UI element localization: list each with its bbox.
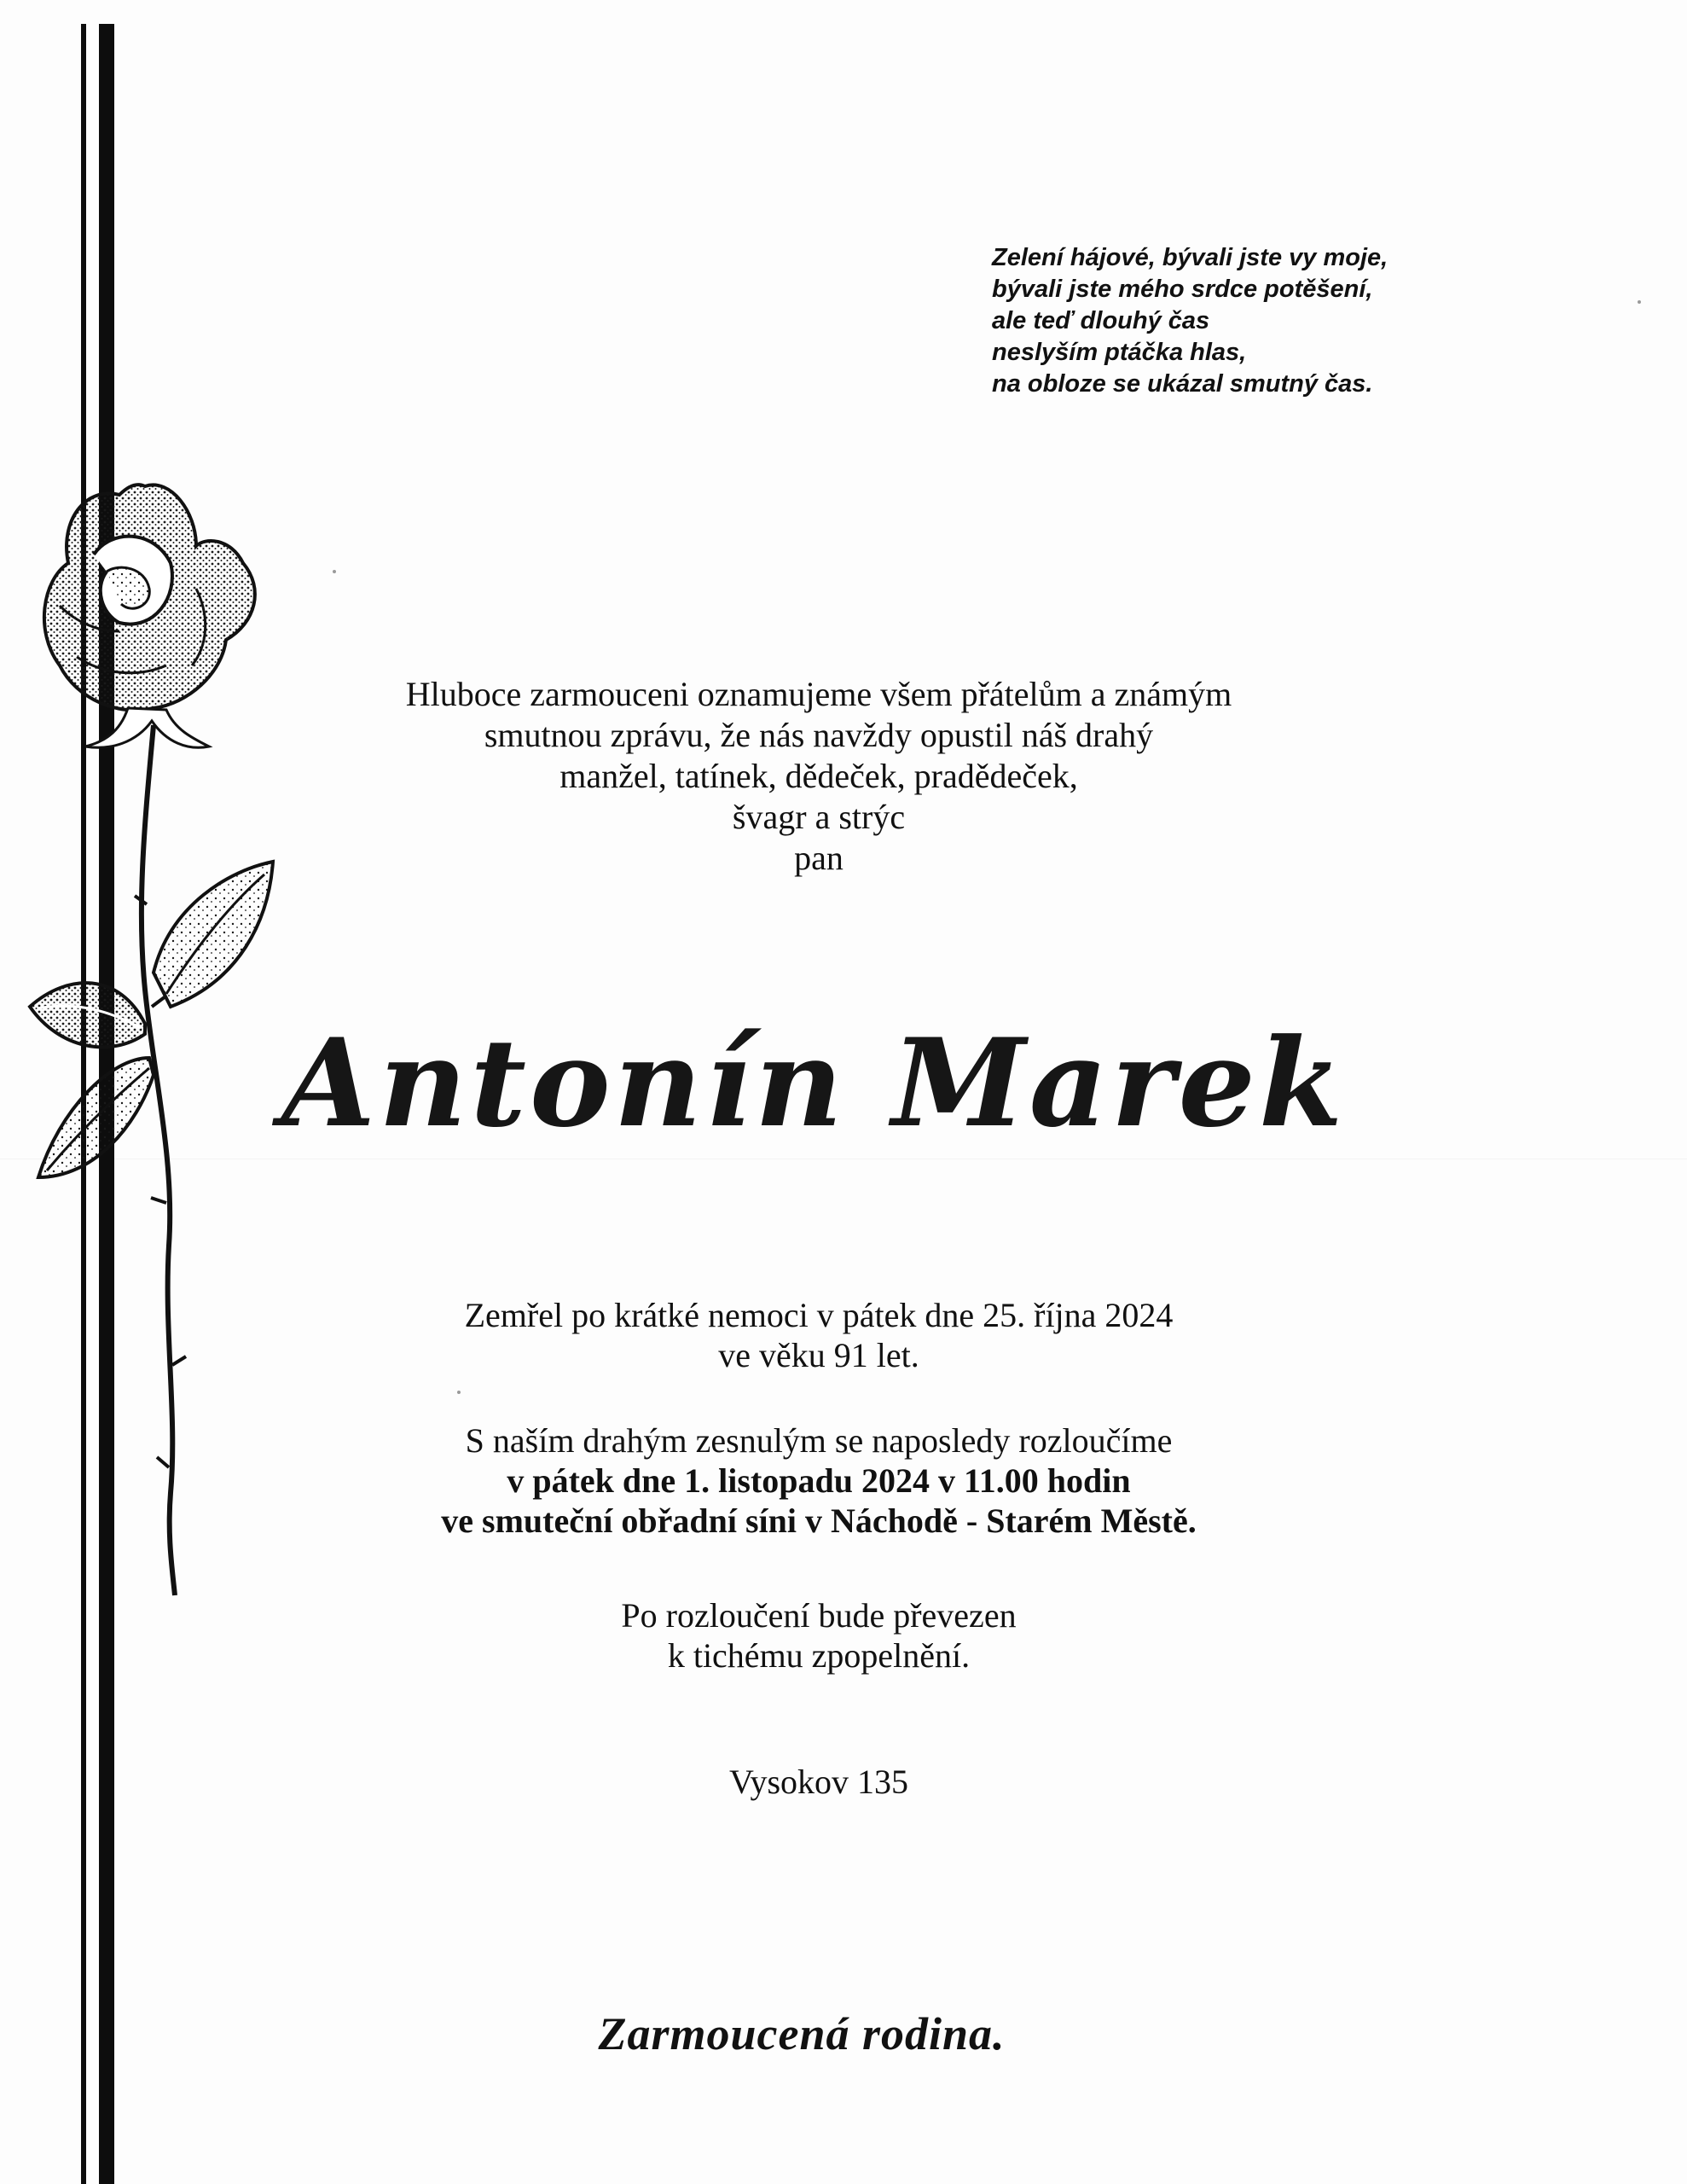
poem-verse: [992, 242, 1606, 400]
farewell-place: ve smuteční obřadní síni v Náchodě - Starém Městě.: [441, 1502, 1197, 1540]
death-line: ve věku 91 let.: [718, 1336, 919, 1374]
poem-line: neslyším ptáčka hlas,: [992, 339, 1247, 366]
address-line: Vysokov 135: [728, 1763, 909, 1801]
family-address: [256, 1762, 1382, 1802]
poem-line: na obloze se ukázal smutný čas.: [992, 370, 1373, 398]
paper-speck: [333, 570, 336, 573]
announcement-line: smutnou zprávu, že nás navždy opustil náš drahý: [484, 716, 1154, 754]
announcement-line: Hluboce zarmouceni oznamujeme všem přátelům a známým: [405, 675, 1232, 713]
announcement-line: švagr a strýc: [732, 798, 906, 836]
death-notice: [256, 1295, 1382, 1375]
announcement-line: manžel, tatínek, dědeček, pradědeček,: [559, 757, 1078, 795]
poem-line: ale teď dlouhý čas: [992, 307, 1210, 334]
announcement-line: pan: [794, 839, 844, 877]
rose-icon: [26, 461, 281, 1647]
transport-line: k tichému zpopelnění.: [667, 1636, 971, 1675]
poem-line: Zelení hájové, bývali jste vy moje,: [992, 244, 1388, 271]
family-signature: Zarmoucená rodina.: [598, 2008, 1006, 2059]
farewell-intro: S naším drahým zesnulým se naposledy rozloučíme: [465, 1421, 1173, 1460]
deceased-name: Antonín Marek: [281, 1013, 1347, 1154]
death-line: Zemřel po krátké nemoci v pátek dne 25. října 2024: [464, 1296, 1174, 1334]
transport-notice: [256, 1595, 1382, 1676]
announcement-text: [256, 674, 1382, 879]
poem-line: bývali jste mého srdce potěšení,: [992, 276, 1373, 303]
paper-speck: [1638, 300, 1641, 304]
transport-line: Po rozloučení bude převezen: [621, 1596, 1017, 1635]
paper-speck: [457, 1391, 461, 1394]
farewell-notice: [256, 1420, 1382, 1541]
farewell-date-time: v pátek dne 1. listopadu 2024 v 11.00 hodin: [507, 1461, 1131, 1500]
